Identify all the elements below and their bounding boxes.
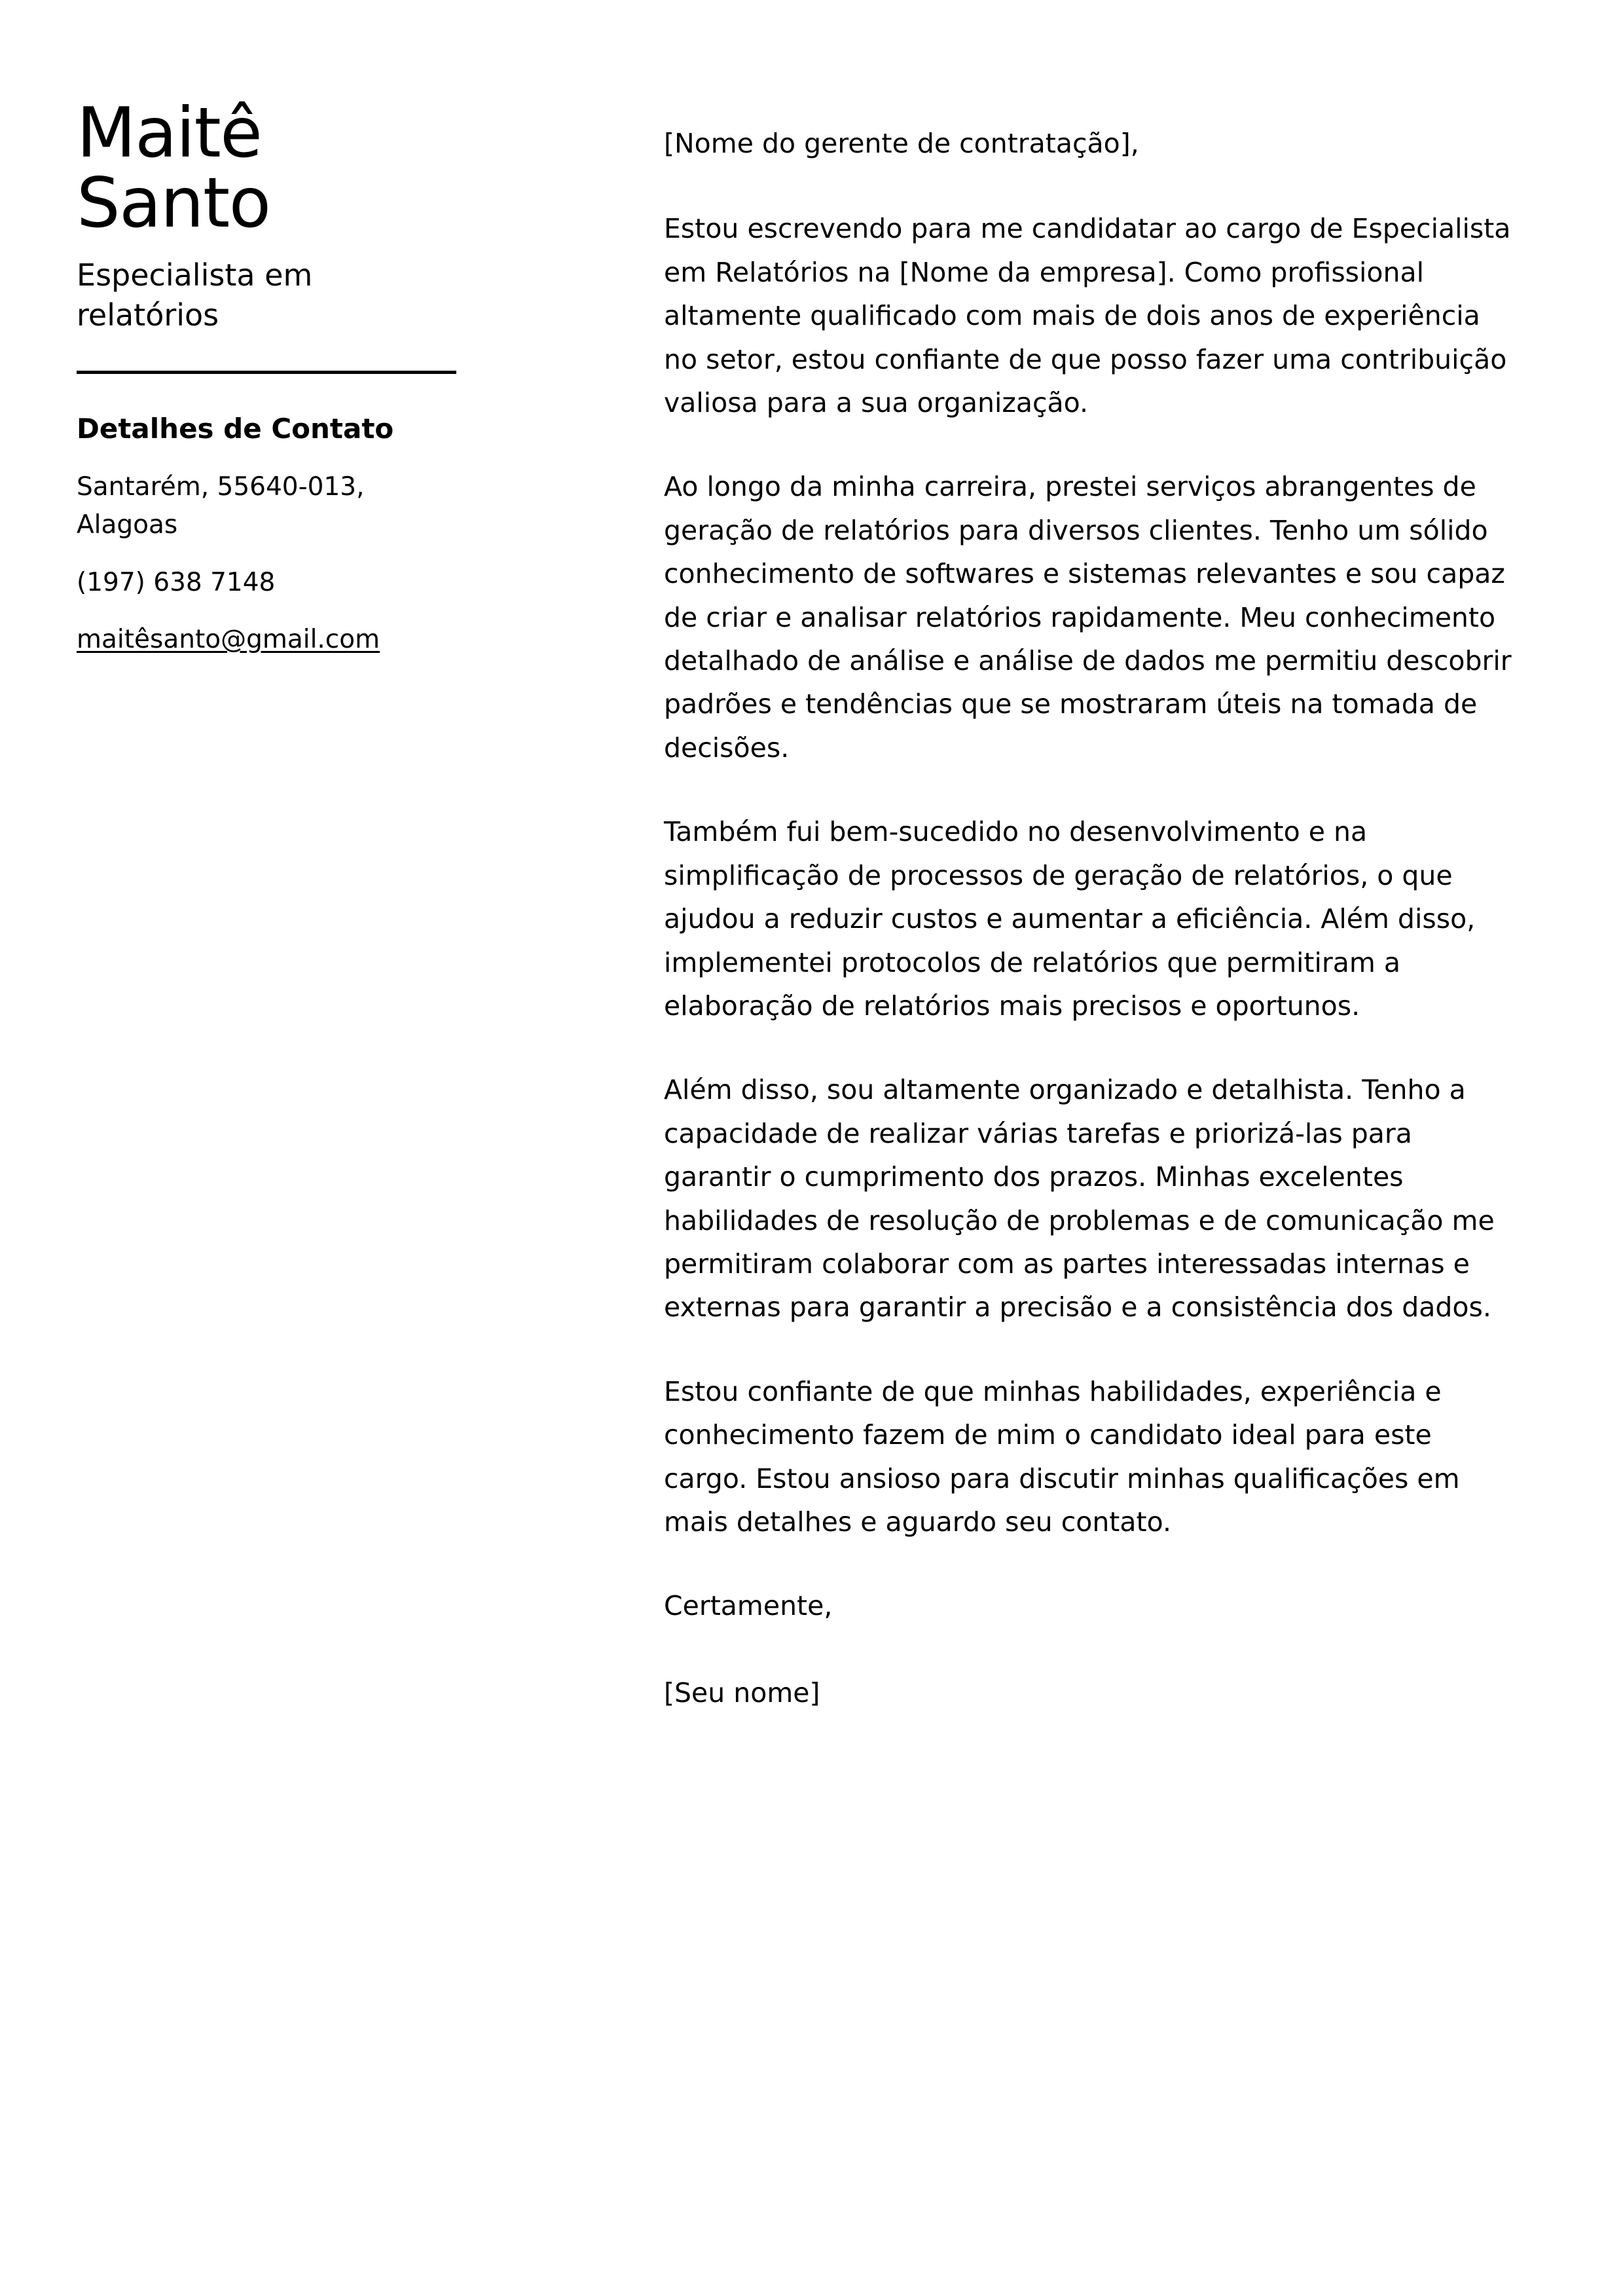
letter-closing: Certamente, <box>664 1590 833 1622</box>
letter-salutation: [Nome do gerente de contratação], <box>664 128 1139 159</box>
candidate-name <box>77 93 469 244</box>
letter-body <box>664 122 1515 1714</box>
letter-paragraph-5: Estou confiante de que minhas habilidades, experiência e conhecimento fazem de mim o candidato ideal para este cargo. Estou ansioso para discutir minhas qualificações em mais detalhes e aguardo seu contato. <box>664 1375 1460 1538</box>
letter-paragraph-3: Também fui bem-sucedido no desenvolvimento e na simplificação de processos de geração de relatórios, o que ajudou a reduzir custos e aumentar a eficiência. Além disso, implementei protocolos de relatórios que permitiram a elaboração de relatórios mais precisos e oportunos. <box>664 816 1476 1022</box>
contact-phone[interactable]: (197) 638 7148 <box>77 567 276 597</box>
job-title: Especialista em relatórios <box>77 257 313 333</box>
letter-signature: [Seu nome] <box>664 1676 820 1709</box>
letter-paragraph-4: Além disso, sou altamente organizado e detalhista. Tenho a capacidade de realizar várias tarefas e priorizá-las para garantir o cumprimento dos prazos. Minhas excelentes habilidades de resolução de problemas e de comunicação me permitiram colaborar com as partes interessadas internas e externas para garantir a precisão e a consistência dos dados. <box>664 1074 1495 1324</box>
candidate-last-name: Santo <box>77 163 270 244</box>
contact-details-list <box>77 468 469 659</box>
contact-details-heading: Detalhes de Contato <box>77 412 394 445</box>
letter-paragraph-2: Ao longo da minha carreira, prestei serviços abrangentes de geração de relatórios para diversos clientes. Tenho um sólido conhecimento de softwares e sistemas relevantes e sou capaz de criar e analisar relatórios rapidamente. Meu conhecimento detalhado de análise e análise de dados me permitiu descobrir padrões e tendências que se mostraram úteis na tomada de decisões. <box>664 471 1512 764</box>
contact-address: Santarém, 55640-013, Alagoas <box>77 472 365 540</box>
letter-paragraph-1: Estou escrevendo para me candidatar ao cargo de Especialista em Relatórios na [Nome da empresa]. Como profissional altamente qualificado com mais de dois anos de experiência no setor, estou confiante de que posso fazer uma contribuição valiosa para a sua organização. <box>664 213 1511 419</box>
contact-email-link[interactable]: maitêsanto@gmail.com <box>77 625 380 655</box>
sidebar-divider <box>77 371 456 374</box>
candidate-first-name: Maitê <box>77 93 262 173</box>
sidebar <box>77 93 469 659</box>
